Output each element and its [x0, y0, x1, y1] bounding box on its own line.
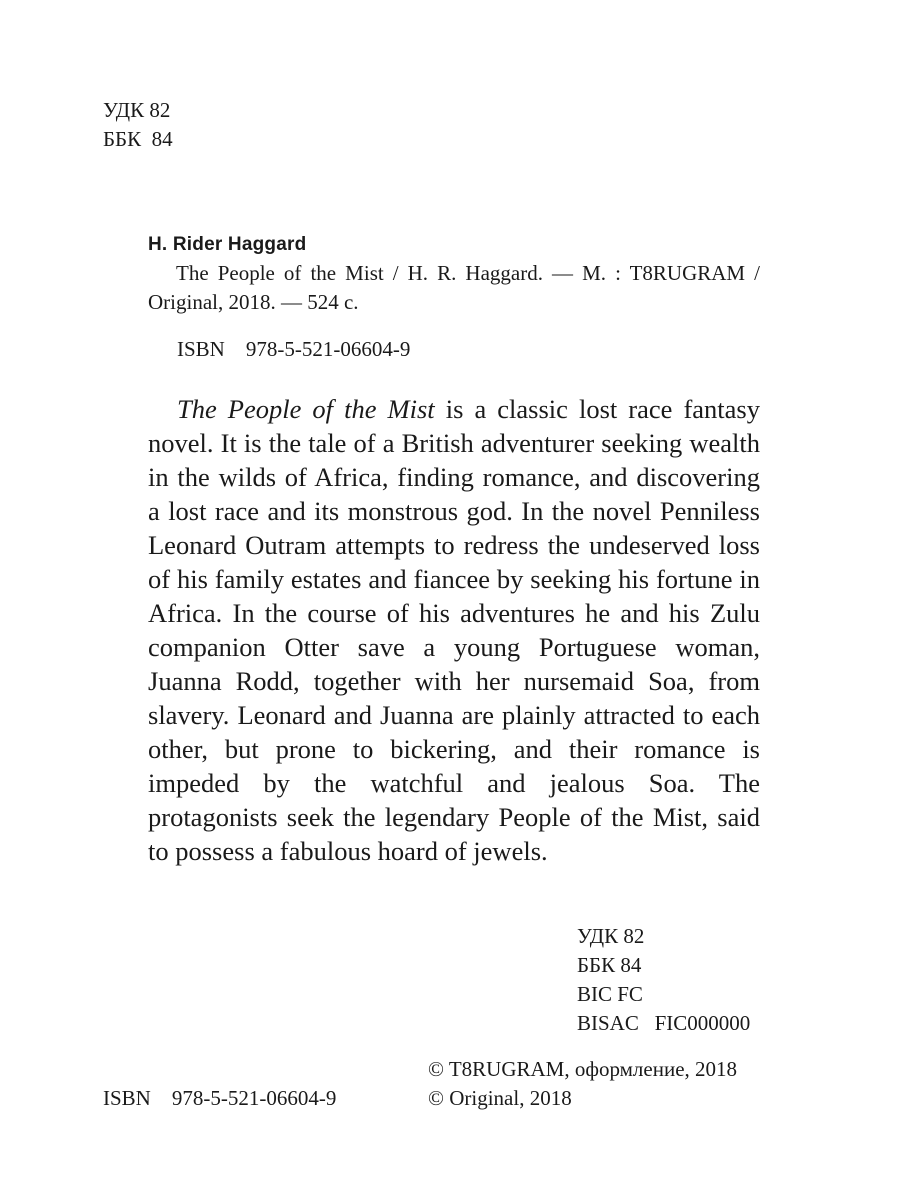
copyright-block: [428, 1055, 737, 1113]
copyright-line-original: © Original, 2018: [428, 1086, 572, 1110]
copyright-line-design: © T8RUGRAM, оформление, 2018: [428, 1057, 738, 1081]
classification-codes-bottom: [577, 922, 750, 1038]
book-annotation: [148, 392, 760, 868]
bibliographic-record: [148, 230, 760, 317]
isbn-label: ISBN: [177, 337, 225, 361]
author-name: H. Rider Haggard: [148, 234, 307, 255]
isbn-number: 978-5-521-06604-9: [245, 337, 411, 361]
isbn-record-line: [177, 337, 410, 362]
annotation-text: is a classic lost race fantasy novel. It is the tale of a British adventurer seeking wealth in the wilds of Africa, finding romance, and discovering a lost race and its monstrous god. In the novel Penniless Leonard Outram attempts to redress the undeserved loss of his family estates and fiancee by seeking his fortune in Africa. In the course of his adventures he and his Zulu companion Otter save a young Portuguese woman, Juanna Rodd, together with her nursemaid Soa, from slavery. Leonard and Juanna are plainly attracted to each other, but prone to bickering, and their romance is impeded by the watchful and jealous Soa. The protagonists seek the legendary People of the Mist, said to possess a fabulous hoard of jewels.: [148, 394, 760, 866]
isbn-footer-label: ISBN: [103, 1086, 151, 1110]
bic-code: BIC FC: [577, 982, 643, 1006]
isbn-footer-number: 978-5-521-06604-9: [171, 1086, 337, 1110]
udk-code-bottom: УДК 82: [577, 924, 645, 948]
bibliographic-entry: The People of the Mist / H. R. Haggard. — M. : T8RUGRAM / Original, 2018. — 524 c.: [148, 261, 760, 314]
annotation-book-title: The People of the Mist: [177, 394, 435, 424]
bbk-code: ББК 84: [103, 127, 173, 151]
bisac-code: BISAC FIC000000: [577, 1011, 751, 1035]
isbn-footer: [103, 1084, 336, 1113]
udk-code: УДК 82: [103, 98, 171, 122]
classification-codes-top: [103, 96, 173, 154]
bbk-code-bottom: ББК 84: [577, 953, 642, 977]
